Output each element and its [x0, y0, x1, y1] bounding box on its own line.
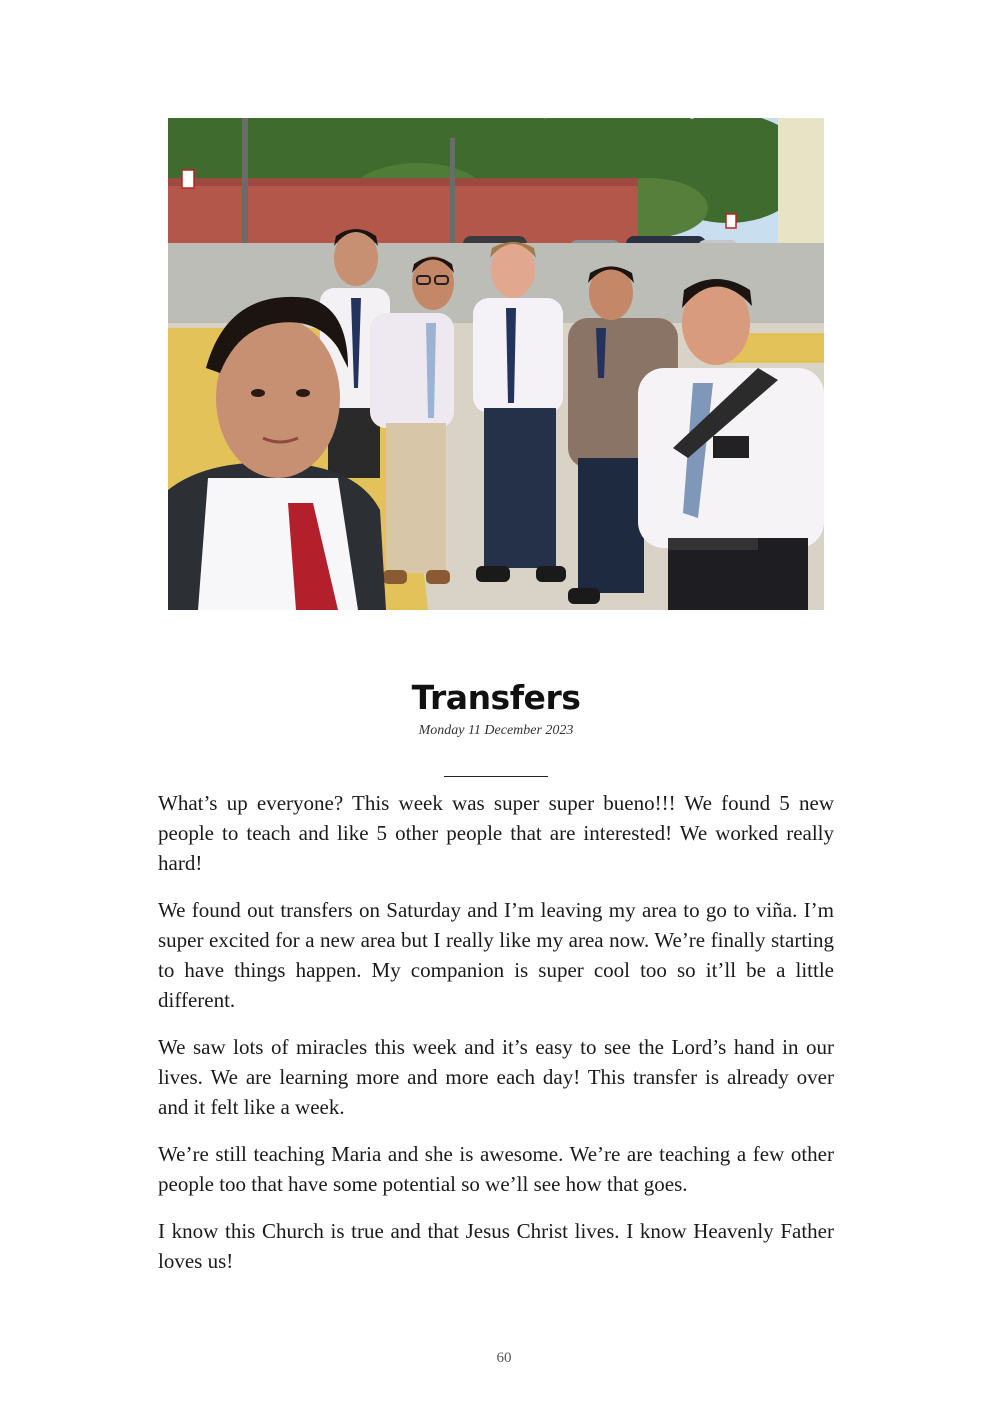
article-title: Transfers	[411, 678, 581, 717]
group-photo	[168, 118, 824, 610]
group-photo-illustration	[168, 118, 824, 610]
page-number: 60	[496, 1350, 512, 1366]
article-date: Monday 11 December 2023	[418, 723, 574, 738]
paragraph: We saw lots of miracles this week and it’s easy to see the Lord’s hand in our lives. We are learning more and more each day! This transfer is already over and it felt like a week.	[158, 1035, 834, 1119]
article-body	[158, 788, 834, 1293]
paragraph: We found out transfers on Saturday and I’m leaving my area to go to viña. I’m super excited for a new area but I really like my area now. We’re finally starting to have things happen. My companion is super cool too so it’ll be a little different.	[158, 898, 834, 1012]
paragraph: We’re still teaching Maria and she is awesome. We’re are teaching a few other people too that have some potential so we’ll see how that goes.	[158, 1142, 834, 1196]
paragraph: What’s up everyone? This week was super super bueno!!! We found 5 new people to teach and like 5 other people that are interested! We worked really hard!	[158, 791, 834, 875]
title-divider	[444, 776, 548, 777]
paragraph: I know this Church is true and that Jesus Christ lives. I know Heavenly Father loves us!	[158, 1219, 834, 1273]
